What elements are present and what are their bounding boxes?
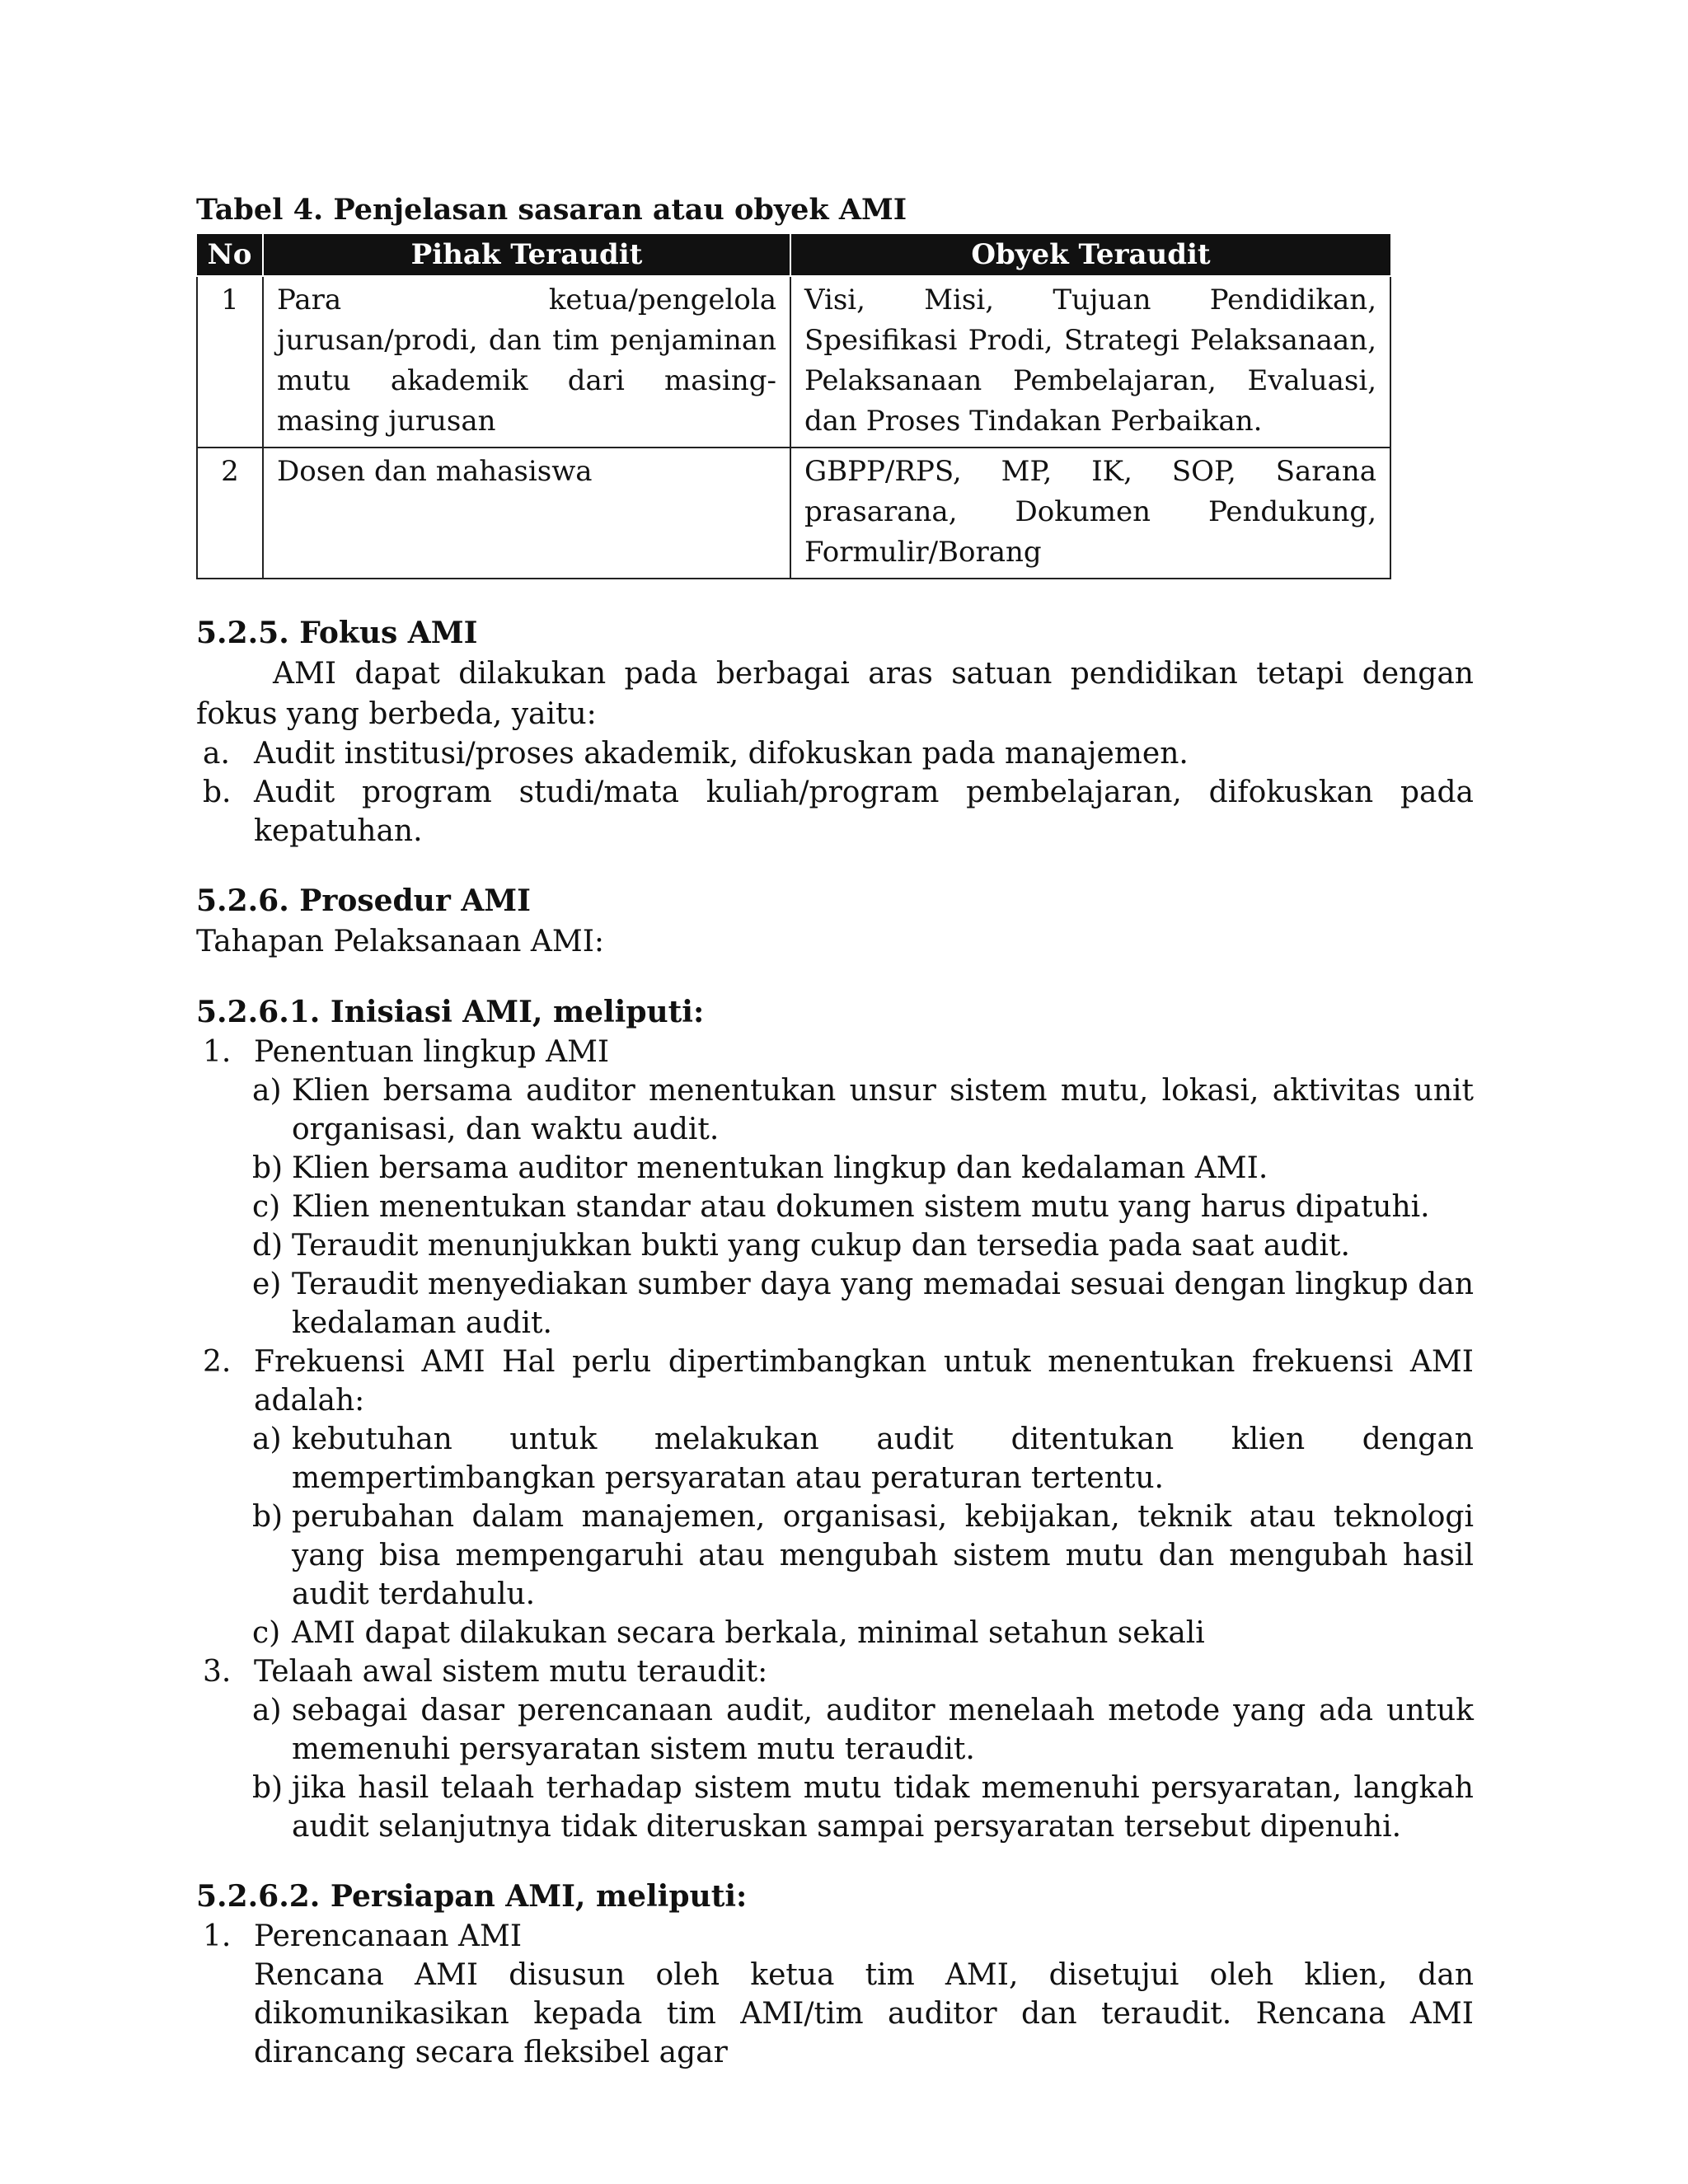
list-item [196,1033,1474,1071]
list-text: Audit institusi/proses akademik, difokuskan pada manajemen. [254,737,1189,771]
sub-list-text: Klien menentukan standar atau dokumen sistem mutu yang harus dipatuhi. [292,1190,1430,1224]
list-text: Perencanaan AMI [254,1919,523,1953]
list-item [196,1343,1474,1420]
row-number: 2 [197,448,263,579]
row-pihak: Dosen dan mahasiswa [263,448,790,579]
sub-list-text: Teraudit menyediakan sumber daya yang memadai sesuai dengan lingkup dan kedalaman audit. [292,1268,1474,1340]
document-page [196,190,1474,2072]
sub-list-text: perubahan dalam manajemen, organisasi, kebijakan, teknik atau teknologi yang bisa mempengaruhi atau mengubah sistem mutu dan mengubah hasil audit terdahulu. [292,1500,1474,1611]
list-marker: 2. [203,1345,232,1379]
sub-list-text: Teraudit menunjukkan bukti yang cukup dan tersedia pada saat audit. [292,1229,1350,1263]
sub-list-item [196,1071,1474,1149]
row-pihak: Para ketua/pengelola jurusan/prodi, dan tim penjaminan mutu akademik dari masing-masing jurusan [263,276,790,448]
sub-list-text: jika hasil telaah terhadap sistem mutu tidak memenuhi persyaratan, langkah audit selanjutnya tidak diteruskan sampai persyaratan tersebut dipenuhi. [292,1771,1474,1844]
sub-list-item [196,1188,1474,1226]
list-item [196,773,1474,851]
list-item [196,1917,1474,2072]
list-item [196,1652,1474,1691]
sub-list-marker: d) [252,1229,284,1263]
section-heading-prosedur: 5.2.6. Prosedur AMI [196,883,531,918]
sub-list-marker: b) [252,1500,284,1534]
sub-list-text: Klien bersama auditor menentukan unsur sistem mutu, lokasi, aktivitas unit organisasi, dan waktu audit. [292,1074,1474,1146]
list-marker: a. [203,737,230,771]
sub-list-text: Klien bersama auditor menentukan lingkup dan kedalaman AMI. [292,1151,1268,1185]
sub-list-item [196,1497,1474,1614]
list-marker: b. [203,776,232,809]
sub-list-marker: a) [252,1694,282,1727]
sub-list-marker: c) [252,1190,281,1224]
table-caption: Tabel 4. Penjelasan sasaran atau obyek AMI [196,193,907,227]
audit-object-table [196,234,1391,579]
sub-list-marker: a) [252,1422,282,1456]
sub-list-marker: c) [252,1616,281,1650]
row-number: 1 [197,276,263,448]
table-row [197,448,1390,579]
list-text: Frekuensi AMI Hal perlu dipertimbangkan untuk menentukan frekuensi AMI adalah: [254,1345,1474,1418]
list-item [196,734,1474,773]
list-marker: 1. [203,1919,232,1953]
list-text: Audit program studi/mata kuliah/program pembelajaran, difokuskan pada kepatuhan. [254,776,1474,848]
sub-list-marker: a) [252,1074,282,1108]
prosedur-intro: Tahapan Pelaksanaan AMI: [196,925,605,958]
list-marker: 1. [203,1035,232,1069]
sub-list-text: sebagai dasar perencanaan audit, auditor menelaah metode yang ada untuk memenuhi persyaratan sistem mutu teraudit. [292,1694,1474,1766]
list-text: Telaah awal sistem mutu teraudit: [254,1655,768,1689]
fokus-intro: AMI dapat dilakukan pada berbagai aras satuan pendidikan tetapi dengan fokus yang berbeda, yaitu: [196,657,1474,731]
sub-list-item [196,1691,1474,1769]
list-body-text: Rencana AMI disusun oleh ketua tim AMI, disetujui oleh klien, dan dikomunikasikan kepada tim AMI/tim auditor dan teraudit. Rencana AMI dirancang secara fleksibel agar [254,1958,1474,2069]
header-no: No [197,234,263,276]
sub-list-item [196,1149,1474,1188]
sub-list-marker: e) [252,1268,282,1301]
sub-list-text: AMI dapat dilakukan secara berkala, minimal setahun sekali [292,1616,1205,1650]
header-obyek-teraudit: Obyek Teraudit [790,234,1390,276]
section-heading-fokus: 5.2.5. Fokus AMI [196,616,478,650]
row-obyek: GBPP/RPS, MP, IK, SOP, Sarana prasarana, Dokumen Pendukung, Formulir/Borang [790,448,1390,579]
table-header-row [197,234,1390,276]
sub-list-text: kebutuhan untuk melakukan audit ditentukan klien dengan mempertimbangkan persyaratan atau peraturan tertentu. [292,1422,1474,1495]
sub-list-item [196,1769,1474,1846]
row-obyek: Visi, Misi, Tujuan Pendidikan, Spesifikasi Prodi, Strategi Pelaksanaan, Pelaksanaan Pembelajaran, Evaluasi, dan Proses Tindakan Perbaikan. [790,276,1390,448]
sub-list-item [196,1265,1474,1343]
sub-list-item [196,1420,1474,1497]
sub-list-marker: b) [252,1151,284,1185]
sub-list-item [196,1614,1474,1652]
header-pihak-teraudit: Pihak Teraudit [263,234,790,276]
sub-list-item [196,1226,1474,1265]
list-text: Penentuan lingkup AMI [254,1035,610,1069]
section-heading-inisiasi: 5.2.6.1. Inisiasi AMI, meliputi: [196,995,705,1029]
table-row [197,276,1390,448]
sub-list-marker: b) [252,1771,284,1805]
list-marker: 3. [203,1655,232,1689]
section-heading-persiapan: 5.2.6.2. Persiapan AMI, meliputi: [196,1879,748,1914]
